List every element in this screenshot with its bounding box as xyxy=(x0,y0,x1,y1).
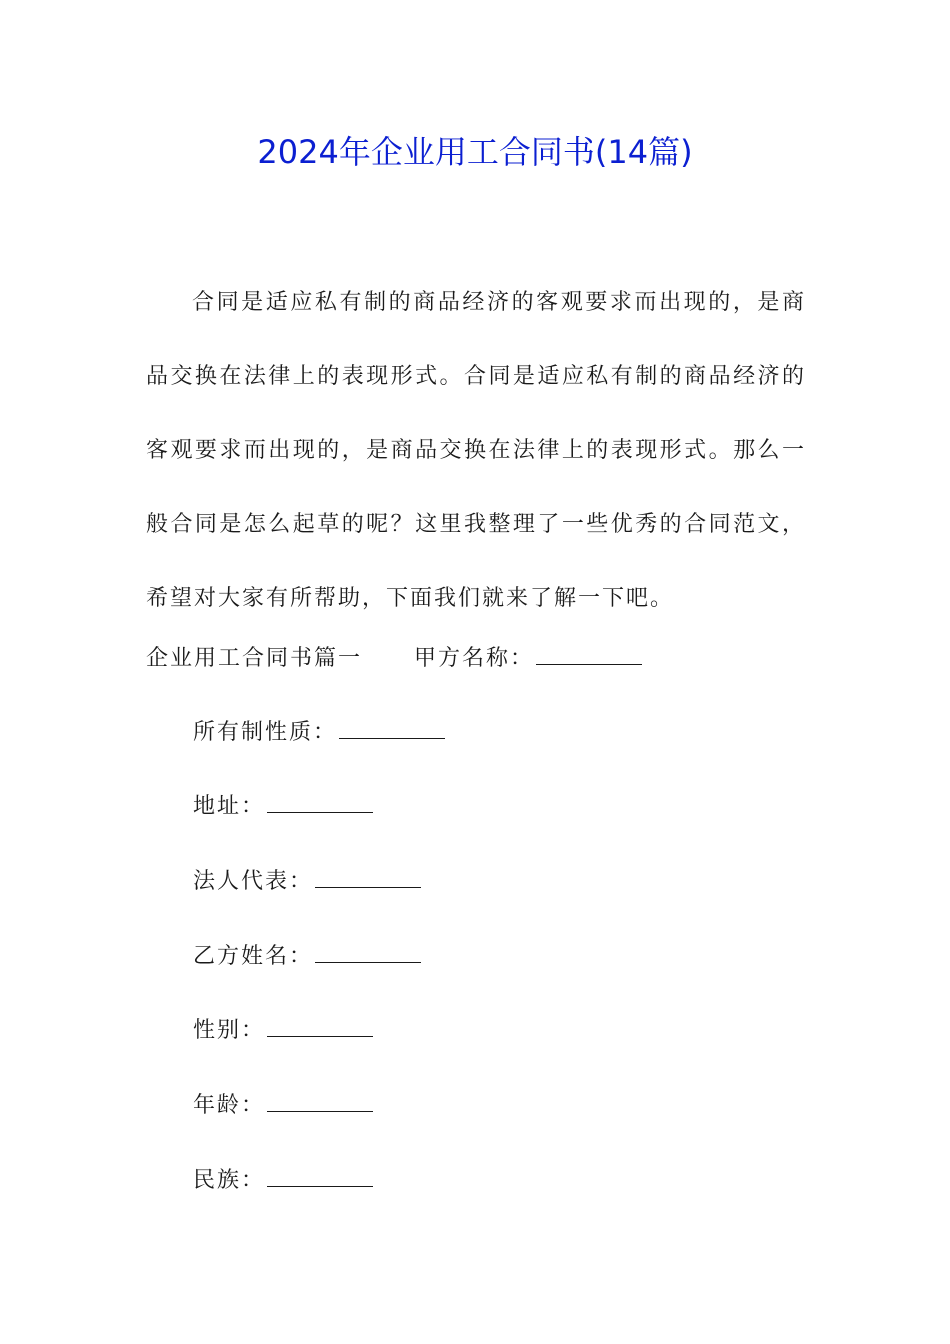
field-label-party-b-name: 乙方姓名： xyxy=(193,944,314,969)
field-label-age: 年龄： xyxy=(193,1093,266,1118)
field-blank-address[interactable] xyxy=(267,792,373,813)
field-blank-ethnicity[interactable] xyxy=(267,1166,373,1187)
field-blank-party-b-name[interactable] xyxy=(315,942,421,963)
field-blank-age[interactable] xyxy=(267,1091,373,1112)
document-title: 2024年企业用工合同书(14篇) xyxy=(257,133,693,171)
field-address xyxy=(193,791,373,823)
field-label-legal-representative: 法人代表： xyxy=(193,869,314,894)
field-blank-party-a-name[interactable] xyxy=(536,644,642,665)
section-heading: 企业用工合同书篇一 xyxy=(146,646,363,671)
field-label-party-a-name: 甲方名称： xyxy=(414,646,535,671)
section-heading-line xyxy=(146,643,642,675)
field-blank-legal-representative[interactable] xyxy=(315,867,421,888)
field-legal-representative xyxy=(193,866,421,898)
field-ownership xyxy=(193,717,445,749)
field-label-address: 地址： xyxy=(193,794,266,819)
field-party-b-name xyxy=(193,941,421,973)
intro-paragraph: 合同是适应私有制的商品经济的客观要求而出现的，是商品交换在法律上的表现形式。合同是适应私有制的商品经济的客观要求而出现的，是商品交换在法律上的表现形式。那么一般合同是怎么起草的呢？这里我整理了一些优秀的合同范文，希望对大家有所帮助，下面我们就来了解一下吧。 xyxy=(146,290,806,611)
field-gender xyxy=(193,1015,373,1047)
field-ethnicity xyxy=(193,1165,373,1197)
field-label-ownership: 所有制性质： xyxy=(193,720,338,745)
field-label-ethnicity: 民族： xyxy=(193,1168,266,1193)
field-blank-gender[interactable] xyxy=(267,1016,373,1037)
field-age xyxy=(193,1090,373,1122)
field-blank-ownership[interactable] xyxy=(339,718,445,739)
field-label-gender: 性别： xyxy=(193,1018,266,1043)
